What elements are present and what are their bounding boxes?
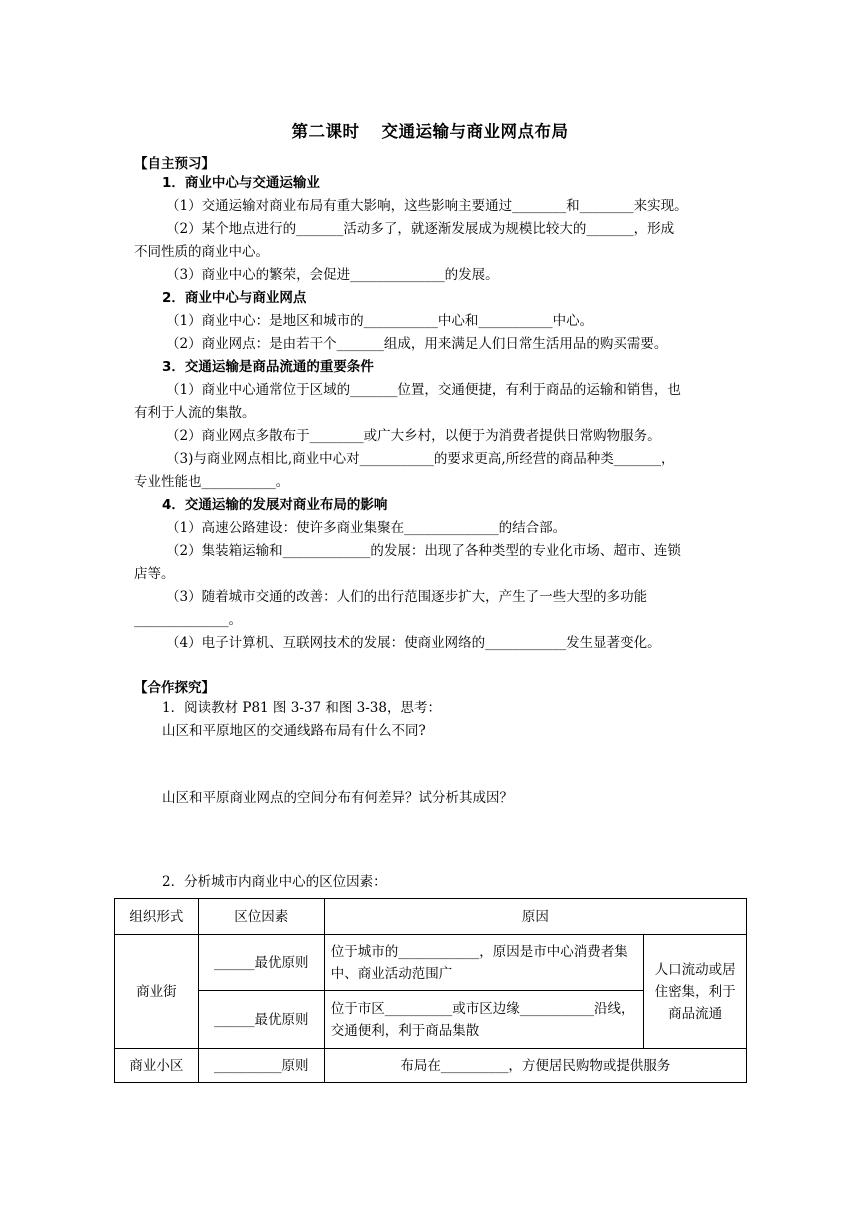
line-17: （4）电子计算机、互联网技术的发展：使商业网络的____________发生显著变化。: [166, 635, 661, 651]
cell-reason-1: 位于城市的____________，原因是市中心消费者集中、商业活动范围广: [324, 935, 643, 991]
question-2: 2．分析城市内商业中心的区位因素：: [162, 874, 387, 890]
heading-4: 4．交通运输的发展对商业布局的影响: [162, 497, 388, 513]
line-13: （2）集装箱运输和_____________的发展：出现了各种类型的专业化市场、超市、连锁: [166, 543, 681, 559]
section-explore-heading: 【合作探究】: [134, 680, 215, 696]
question-1: 1．阅读教材 P81 图 3-37 和图 3-38，思考：: [162, 700, 441, 716]
cell-form-district: 商业小区: [115, 1049, 199, 1083]
line-14: 店等。: [134, 566, 175, 582]
table-row: [115, 935, 747, 991]
cell-reason-2: 位于市区__________或市区边缘___________沿线，交通便利，利于商品集散: [324, 991, 643, 1049]
section-preview-heading: 【自主预习】: [134, 156, 215, 172]
line-7: （1）商业中心通常位于区域的_______位置，交通便捷，有利于商品的运输和销售，也: [166, 382, 681, 398]
table-header-row: [115, 899, 747, 935]
line-11: 专业性能也___________。: [134, 474, 290, 490]
heading-3: 3．交通运输是商品流通的重要条件: [162, 359, 374, 375]
line-9: （2）商业网点多散布于________或广大乡村，以便于为消费者提供日常购物服务。: [166, 428, 661, 444]
title-topic: 交通运输与商业网点布局: [381, 122, 569, 141]
line-1: （1）交通运输对商业布局有重大影响，这些影响主要通过________和________来实现。: [166, 198, 688, 214]
line-4: （3）商业中心的繁荣，会促进______________的发展。: [166, 267, 499, 283]
heading-1: 1．商业中心与交通运输业: [162, 175, 320, 191]
cell-factor-3: __________原则: [198, 1049, 324, 1083]
line-8: 有利于人流的集散。: [134, 405, 256, 421]
question-1b: 山区和平原商业网点的空间分布有何差异？试分析其成因？: [162, 790, 513, 806]
line-3: 不同性质的商业中心。: [134, 244, 269, 260]
title-lesson: 第二课时: [291, 122, 360, 141]
heading-2: 2．商业中心与商业网点: [162, 290, 307, 306]
header-form: 组织形式: [115, 899, 199, 935]
cell-reason-3: 布局在__________，方便居民购物或提供服务: [324, 1049, 746, 1083]
cell-form-street: 商业街: [115, 935, 199, 1049]
table-row: [115, 1049, 747, 1083]
question-1a: 山区和平原地区的交通线路布局有什么不同?: [162, 723, 426, 739]
line-10: （3)与商业网点相比,商业中心对___________的要求更高,所经营的商品种类_______，: [166, 451, 675, 467]
header-reason: 原因: [324, 899, 746, 935]
page-title: [0, 118, 860, 142]
cell-factor-2: ______最优原则: [198, 991, 324, 1049]
line-6: （2）商业网点：是由若干个_______组成，用来满足人们日常生活用品的购买需要。: [166, 336, 668, 352]
line-12: （1）高速公路建设：使许多商业集聚在______________的结合部。: [166, 520, 567, 536]
line-5: （1）商业中心：是地区和城市的___________中心和___________中心。: [166, 313, 594, 329]
line-2: （2）某个地点进行的_______活动多了，就逐渐发展成为规模比较大的_______，形成: [166, 221, 675, 237]
line-15: （3）随着城市交通的改善：人们的出行范围逐步扩大，产生了一些大型的多功能: [166, 589, 648, 605]
header-factor: 区位因素: [198, 899, 324, 935]
cell-factor-1: ______最优原则: [198, 935, 324, 991]
cell-note: 人口流动或居住密集，利于商品流通: [644, 935, 747, 1049]
line-16: ______________。: [134, 612, 242, 628]
location-factors-table: [114, 898, 747, 1083]
